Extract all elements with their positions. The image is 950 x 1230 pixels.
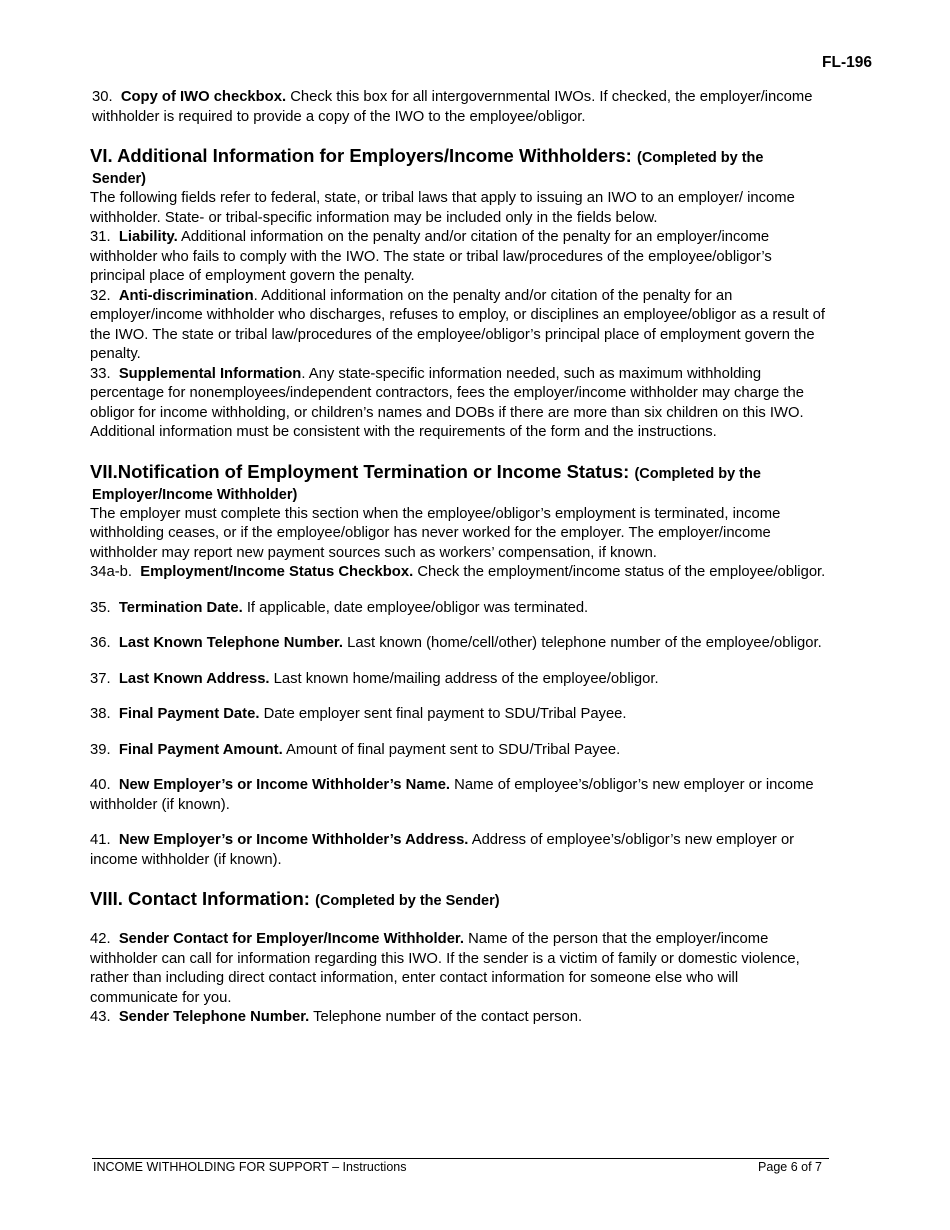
page-number: Page 6 of 7 [758,1160,822,1174]
section-8-subnote: (Completed by the Sender) [315,893,500,909]
item-36: 36. Last Known Telephone Number. Last known (home/cell/other) telephone number of the employee/obligor. [90,635,822,651]
item-31: 31. Liability. Additional information on the penalty and/or citation of the penalty for an employer/income withholder who fails to comply with the IWO. The state or tribal law/procedures of the employee/obligor’s principal place of employment govern the penalty. [90,229,772,284]
item-42: 42. Sender Contact for Employer/Income Withholder. Name of the person that the employer/income withholder can call for information regarding this IWO. If the sender is a victim of family or domestic violence, rather than including direct contact information, enter contact information for someone else who will communicate for you. [90,931,800,1006]
item-33: 33. Supplemental Information. Any state-specific information needed, such as maximum withholding percentage for nonemployees/independent contractors, fees the employer/income withholder may charge the obligor for income withholding, or children’s names and DOBs if there are more than six children on this IWO. Additional information must be consistent with the requirements of the form and the instructions. [90,365,804,440]
section-6-heading: VI. Additional Information for Employers/Income Withholders: (Completed by the Sender) [90,145,830,189]
item-41: 41. New Employer’s or Income Withholder’s Address. Address of employee’s/obligor’s new employer or income withholder (if known). [90,832,795,868]
item-37: 37. Last Known Address. Last known home/mailing address of the employee/obligor. [90,670,659,687]
section-7-heading: VII.Notification of Employment Termination or Income Status: (Completed by the Employer/Income Withholder) [90,461,830,505]
item-30 [90,88,830,127]
page-content [90,88,830,1028]
section-7-subnote-tail: Employer/Income Withholder) [92,486,298,503]
form-number: FL-196 [822,54,872,71]
section-6-subnote-tail: Sender) [92,171,146,187]
item-38: 38. Final Payment Date. Date employer sent final payment to SDU/Tribal Payee. [90,706,627,722]
footer-title: INCOME WITHHOLDING FOR SUPPORT – Instructions [93,1160,407,1174]
item-35: 35. Termination Date. If applicable, date employee/obligor was terminated. [90,599,589,616]
item-40: 40. New Employer’s or Income Withholder’s Name. Name of employee’s/obligor’s new employer or income withholder (if known). [90,777,814,813]
item-34ab: 34a-b. Employment/Income Status Checkbox. Check the employment/income status of the employee/obligor. [90,564,826,580]
section-6-subnote: (Completed by the [637,150,764,166]
section-7-intro: The employer must complete this section when the employee/obligor’s employment is terminated, income withholding ceases, or if the employee/obligor has never worked for the employer. The employer/income withholder may report new payment sources such as workers’ compensation, if known. [90,505,781,561]
section-7-subnote: (Completed by the [634,465,761,482]
item-title: Copy of IWO checkbox. [120,89,287,105]
item-39: 39. Final Payment Amount. Amount of final payment sent to SDU/Tribal Payee. [90,741,621,758]
item-text: Check this box for all intergovernmental IWOs. If checked, the employer/income withholder is required to provide a copy of the IWO to the employee/obligor. [92,89,813,125]
section-6-intro: The following fields refer to federal, state, or tribal laws that apply to issuing an IWO to an employer/ income withholder. State- or tribal-specific information may be included only in the fields below. [90,190,795,226]
item-43: 43. Sender Telephone Number. Telephone number of the contact person. [90,1009,583,1025]
section-8-heading: VIII. Contact Information: (Completed by the Sender) [90,888,500,909]
item-number: 30. [92,89,113,105]
footer-divider [92,1158,829,1159]
item-32: 32. Anti-discrimination. Additional information on the penalty and/or citation of the penalty for an employer/income withholder who discharges, refuses to employ, or disciplines an employee/obligor as a result of the IWO. The state or tribal law/procedures of the employee/obligor’s principal place of employment govern the penalty. [90,287,826,362]
